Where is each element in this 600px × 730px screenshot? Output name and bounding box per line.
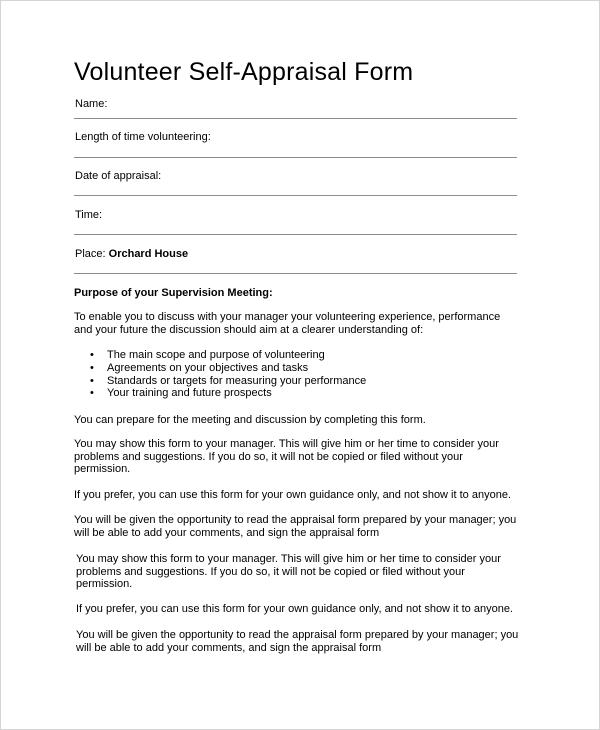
list-item-text: Standards or targets for measuring your performance — [107, 374, 367, 387]
place-value: Orchard House — [108, 248, 189, 260]
list-item-text: The main scope and purpose of volunteering — [107, 349, 325, 361]
field-time — [74, 209, 517, 235]
paragraph-manager-form-repeat: You will be given the opportunity to read the appraisal form prepared by your manager; you will be able to add your comments, and sign the appraisal form — [76, 629, 519, 654]
bullet-icon: • — [90, 387, 94, 400]
bullet-icon: • — [90, 374, 94, 387]
document-title: Volunteer Self-Appraisal Form — [74, 58, 414, 86]
bullet-icon: • — [90, 361, 94, 374]
field-place — [74, 248, 517, 274]
paragraph-own-guidance: If you prefer, you can use this form for your own guidance only, and not show it to anyone. — [74, 489, 511, 501]
list-item — [74, 362, 366, 375]
place-label-text: Place: — [75, 248, 106, 260]
purpose-bullet-list — [74, 349, 366, 400]
paragraph-manager-form: You will be given the opportunity to read the appraisal form prepared by your manager; you will be able to add your comments, and sign the appraisal form — [74, 514, 517, 539]
purpose-intro: To enable you to discuss with your manager your volunteering experience, performance and your future the discussion should aim at a clearer understanding of: — [74, 311, 501, 336]
paragraph-show-form: You may show this form to your manager. This will give him or her time to consider your problems and suggestions. If you do so, it will not be copied or filed without your permission. — [74, 438, 499, 475]
paragraph-own-guidance-repeat: If you prefer, you can use this form for your own guidance only, and not show it to anyone. — [76, 603, 513, 615]
list-item — [74, 387, 366, 400]
field-time-label: Time: — [75, 209, 103, 221]
field-name — [74, 98, 517, 119]
field-date-label: Date of appraisal: — [75, 170, 162, 182]
list-item-text: Agreements on your objectives and tasks — [107, 361, 309, 374]
field-date-of-appraisal — [74, 170, 517, 196]
list-item-text: Your training and future prospects — [107, 387, 272, 400]
field-name-label: Name: — [75, 98, 108, 110]
field-place-label — [75, 248, 188, 260]
field-length-label: Length of time volunteering: — [75, 131, 211, 143]
bullet-icon: • — [90, 349, 94, 361]
field-length-of-time — [74, 131, 517, 158]
purpose-heading: Purpose of your Supervision Meeting: — [74, 287, 273, 299]
paragraph-show-form-repeat: You may show this form to your manager. This will give him or her time to consider your problems and suggestions. If you do so, it will not be copied or filed without your permission. — [76, 553, 501, 590]
paragraph-prepare: You can prepare for the meeting and discussion by completing this form. — [74, 414, 426, 426]
list-item — [74, 349, 366, 362]
list-item — [74, 375, 366, 388]
